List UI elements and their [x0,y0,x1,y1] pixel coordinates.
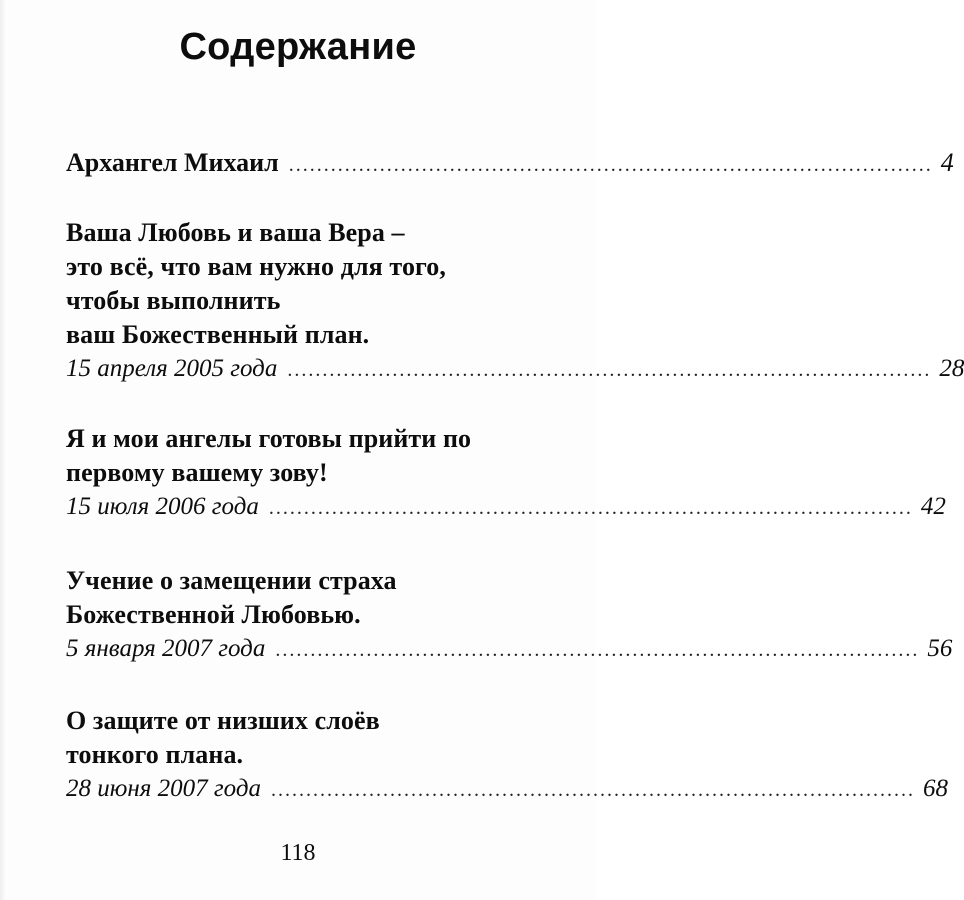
page-title: Содержание [179,26,417,68]
toc-date-row [66,772,948,807]
dot-leader: ............................................................................................ [268,497,913,519]
toc-entry [66,216,964,387]
toc-page-number: 28 [939,355,964,382]
toc-page-number: 56 [927,635,953,662]
toc-entry-date: 15 июля 2006 года [66,493,259,520]
toc-entry [66,422,946,525]
toc-entry [66,146,954,182]
dot-leader: ............................................................................................ [275,639,920,661]
toc-entry-title-line: О защите от низших слоёв [66,706,380,735]
page-number: 118 [280,840,316,866]
toc-entry-date: 15 апреля 2005 года [66,355,278,382]
toc-entry-title: Архангел Михаил [66,148,279,177]
toc-entry-title-line: тонкого плана. [66,740,244,769]
toc-entry-date: 28 июня 2007 года [66,775,261,802]
toc-date-row [66,352,964,387]
toc-entry-title-line: ваш Божественный план. [66,320,370,349]
toc-page-number: 68 [922,775,948,802]
toc-entry [66,564,953,667]
toc-entry-date: 5 января 2007 года [66,635,266,662]
toc-entry-title-line: Ваша Любовь и ваша Вера – [66,218,405,247]
toc-page-number: 42 [920,493,946,520]
toc-entry-title-line: первому вашему зову! [66,458,328,487]
dot-leader: ............................................................................................ [270,779,915,801]
toc-entry [66,704,948,807]
toc-entry-title-line: Я и мои ангелы готовы прийти по [66,424,472,453]
toc-entry-title-line: Учение о замещении страха [66,566,397,595]
toc-entry-title-line: чтобы выполнить [66,286,281,315]
toc-entry-row [66,146,954,182]
dot-leader: ............................................................................................ [287,359,932,381]
dot-leader: ............................................................................................ [288,154,933,176]
toc-date-row [66,632,953,667]
toc-entry-title-line: Божественной Любовью. [66,600,361,629]
toc-date-row [66,490,946,525]
toc-page-number: 4 [940,148,954,177]
toc-entry-title-line: это всё, что вам нужно для того, [66,252,447,281]
